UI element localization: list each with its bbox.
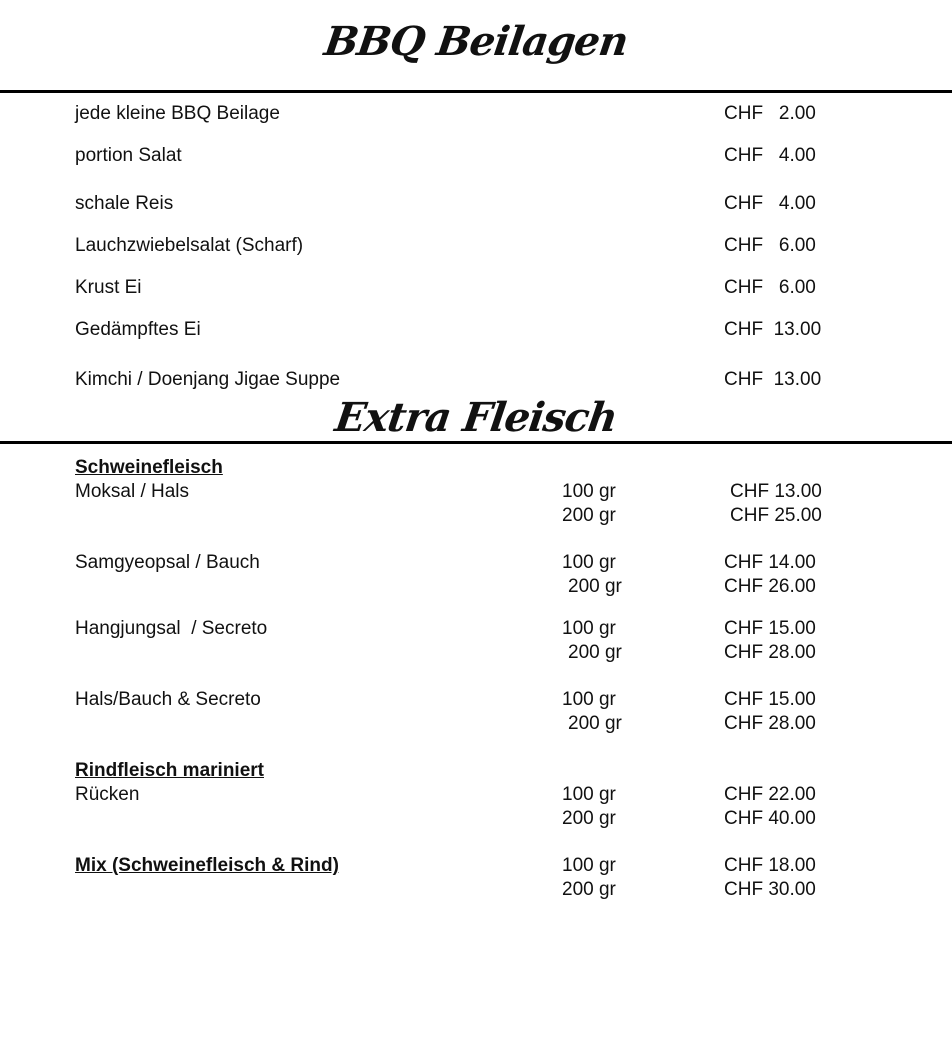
category-heading-mix: Mix (Schweinefleisch & Rind) — [75, 855, 339, 876]
item-weight: 200 gr — [562, 879, 616, 900]
item-price: CHF 13.00 — [730, 481, 822, 502]
item-weight: 100 gr — [562, 552, 616, 573]
item-price: CHF 13.00 — [724, 369, 822, 390]
item-price: CHF 15.00 — [724, 689, 816, 710]
item-price: CHF 25.00 — [730, 505, 822, 526]
item-name: Hals/Bauch & Secreto — [75, 689, 261, 710]
item-weight: 100 gr — [562, 855, 616, 876]
item-price: CHF 28.00 — [724, 642, 816, 663]
item-price: CHF 18.00 — [724, 855, 816, 876]
item-weight: 100 gr — [562, 618, 616, 639]
category-heading-rind: Rindfleisch mariniert — [75, 760, 264, 781]
item-price: CHF 40.00 — [724, 808, 816, 829]
item-name: jede kleine BBQ Beilage — [75, 103, 280, 124]
item-price: CHF 4.00 — [724, 193, 816, 214]
category-heading-schwein: Schweinefleisch — [75, 457, 223, 478]
item-price: CHF 22.00 — [724, 784, 816, 805]
item-weight: 100 gr — [562, 784, 616, 805]
item-weight: 200 gr — [568, 642, 622, 663]
item-weight: 200 gr — [568, 576, 622, 597]
item-weight: 100 gr — [562, 689, 616, 710]
section-title-fleisch: Extra Fleisch — [332, 394, 620, 441]
item-name: portion Salat — [75, 145, 182, 166]
item-price: CHF 4.00 — [724, 145, 816, 166]
item-price: CHF 6.00 — [724, 277, 816, 298]
item-price: CHF 28.00 — [724, 713, 816, 734]
item-weight: 200 gr — [562, 808, 616, 829]
section-divider — [0, 90, 952, 93]
item-price: CHF 13.00 — [724, 319, 822, 340]
item-weight: 100 gr — [562, 481, 616, 502]
item-price: CHF 14.00 — [724, 552, 816, 573]
section-title-beilagen: BBQ Beilagen — [321, 18, 631, 65]
item-name: schale Reis — [75, 193, 174, 214]
item-name: Lauchzwiebelsalat (Scharf) — [75, 235, 304, 256]
item-name: Samgyeopsal / Bauch — [75, 552, 260, 573]
item-name: Krust Ei — [75, 277, 142, 298]
item-name: Moksal / Hals — [75, 481, 190, 502]
item-price: CHF 6.00 — [724, 235, 816, 256]
item-name: Hangjungsal / Secreto — [75, 618, 268, 639]
item-price: CHF 15.00 — [724, 618, 816, 639]
item-name: Rücken — [75, 784, 140, 805]
item-weight: 200 gr — [562, 505, 616, 526]
item-name: Gedämpftes Ei — [75, 319, 201, 340]
item-price: CHF 30.00 — [724, 879, 816, 900]
item-weight: 200 gr — [568, 713, 622, 734]
item-price: CHF 2.00 — [724, 103, 816, 124]
item-name: Kimchi / Doenjang Jigae Suppe — [75, 369, 341, 390]
item-price: CHF 26.00 — [724, 576, 816, 597]
section-divider — [0, 441, 952, 444]
